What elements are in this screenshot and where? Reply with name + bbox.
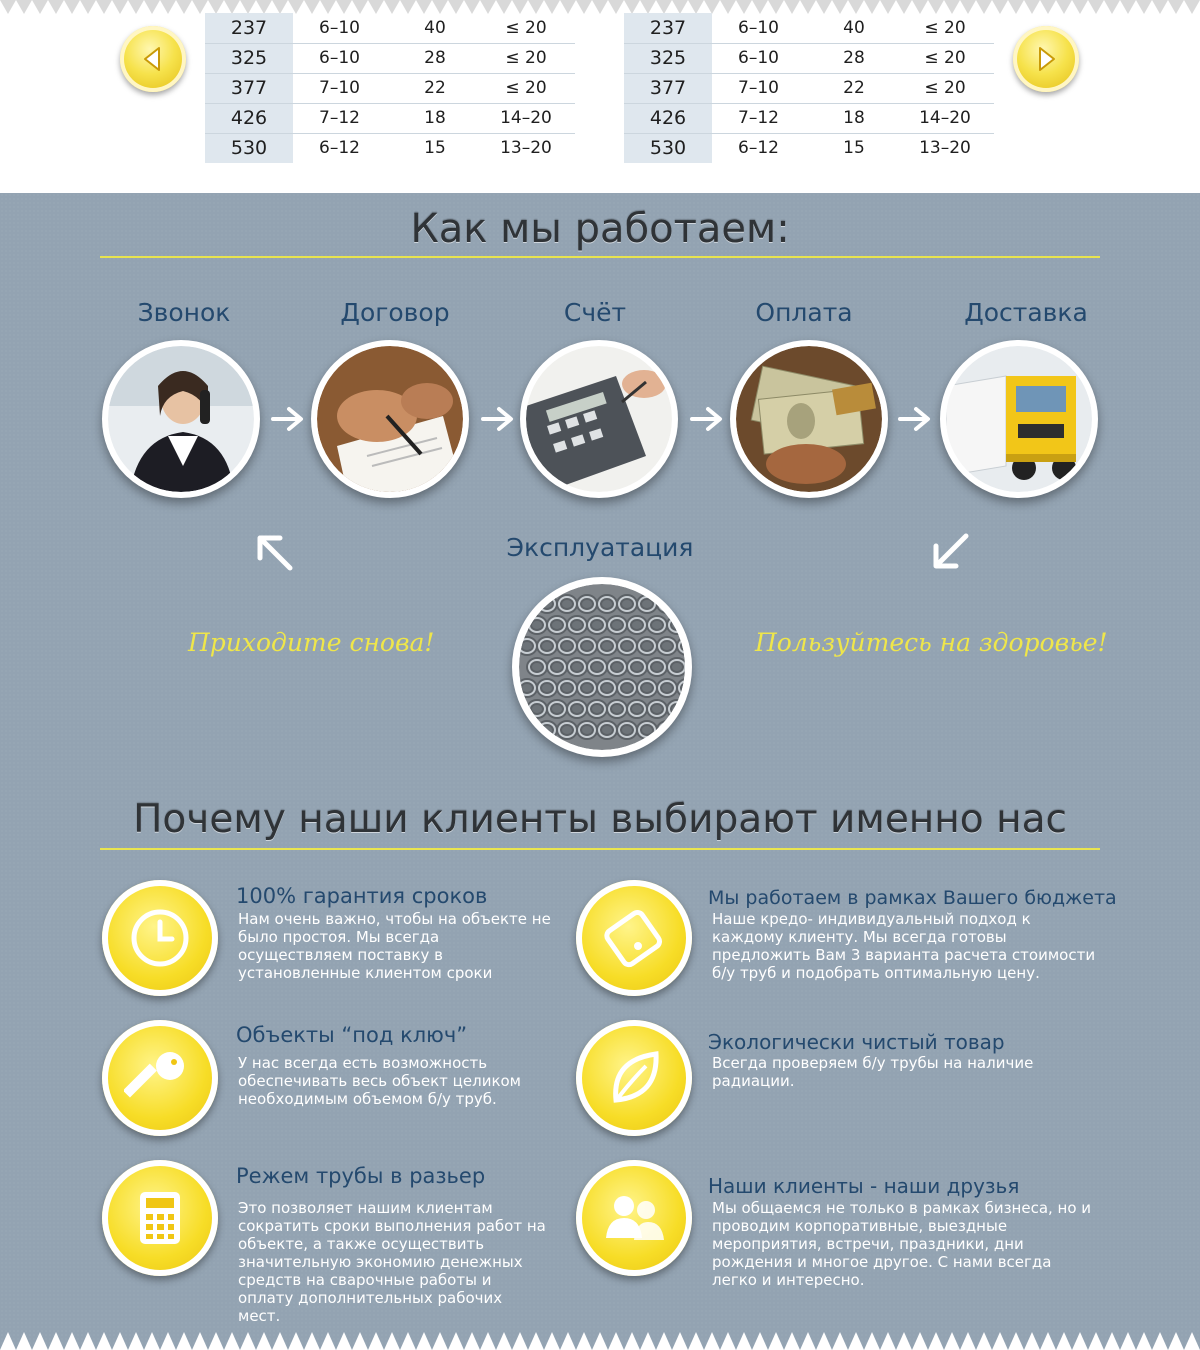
title-underline [100, 848, 1100, 850]
wallet-icon [576, 880, 692, 996]
table-cell: 7–10 [712, 73, 812, 103]
table-row [205, 13, 575, 43]
table-cell: 6–10 [712, 13, 812, 43]
table-cell: 6–12 [319, 138, 360, 159]
enjoy-text: Пользуйтесь на здоровье! [755, 628, 1108, 657]
leaf-icon [576, 1020, 692, 1136]
table-cell: ≤ 20 [477, 43, 575, 73]
table-row [624, 73, 994, 103]
table-row [624, 43, 994, 73]
table-cell: 237 [624, 13, 712, 43]
table-cell: 6–10 [293, 43, 393, 73]
table-cell: 22 [393, 73, 477, 103]
table-cell: 40 [812, 13, 896, 43]
table-cell: 325 [624, 43, 712, 73]
table-cell: 18 [812, 103, 896, 133]
pipe-table-right [624, 13, 994, 163]
step-label-contract: Договор [340, 298, 450, 327]
feature-text: Всегда проверяем б/у трубы на наличие радиации. [712, 1054, 1034, 1090]
table-row [205, 133, 575, 163]
feature-text: Наше кредо- индивидуальный подход к каждому клиенту. Мы всегда готовы предложить Вам 3 варианта расчета стоимости б/у труб и подобрать оптимальную цену. [712, 910, 1096, 982]
table-cell: ≤ 20 [477, 73, 575, 103]
step-label-call: Звонок [137, 298, 231, 327]
table-row [624, 103, 994, 133]
key-icon [102, 1020, 218, 1136]
step-label-payment: Оплата [755, 298, 853, 327]
table-cell: 28 [393, 43, 477, 73]
table-cell: 14–20 [477, 103, 575, 133]
people-icon [576, 1160, 692, 1276]
arrow-right-icon [898, 404, 932, 434]
zigzag-border-bottom [0, 1320, 1200, 1350]
feature-text: Нам очень важно, чтобы на объекте не было простоя. Мы всегда осуществляем поставку в установленные клиентом сроки [238, 910, 551, 982]
feature-title: Режем трубы в разьер [236, 1164, 486, 1188]
table-cell: 22 [812, 73, 896, 103]
table-cell: 237 [205, 13, 293, 43]
arrow-right-icon [481, 404, 515, 434]
table-cell: 15 [424, 138, 446, 159]
arrow-right-icon [1030, 43, 1062, 75]
table-row [205, 73, 575, 103]
feature-title: 100% гарантия сроков [236, 884, 488, 908]
table-cell: 13–20 [500, 138, 552, 159]
table-row [205, 43, 575, 73]
table-cell: 40 [393, 13, 477, 43]
feature-text: Это позволяет нашим клиентам сократить сроки выполнения работ на объекте, а также осуществить значительную экономию денежных средств на сварочные работы и оплату дополнительных рабочих мест. [238, 1199, 546, 1325]
table-cell: 377 [205, 73, 293, 103]
feature-text: У нас всегда есть возможность обеспечивать весь объект целиком необходимым объемом б/у труб. [238, 1054, 522, 1108]
table-row [205, 103, 575, 133]
arrow-left-icon [137, 43, 169, 75]
table-cell: 377 [624, 73, 712, 103]
table-row [624, 13, 994, 43]
feature-title: Наши клиенты - наши друзья [708, 1174, 1020, 1198]
table-cell: ≤ 20 [477, 13, 575, 43]
pipe-table-left [205, 13, 575, 163]
table-cell: 7–12 [293, 103, 393, 133]
come-again-text: Приходите снова! [188, 628, 435, 657]
table-cell: 15 [843, 138, 865, 159]
table-cell: 325 [205, 43, 293, 73]
contract-signing-photo [311, 340, 469, 498]
how-we-work-title: Как мы работаем: [410, 206, 790, 252]
table-cell: 6–12 [738, 138, 779, 159]
table-cell: 530 [205, 133, 293, 163]
calculator-icon [102, 1160, 218, 1276]
feature-title: Экологически чистый товар [708, 1030, 1005, 1054]
table-cell: 13–20 [919, 138, 971, 159]
table-cell: 28 [812, 43, 896, 73]
table-cell: 14–20 [896, 103, 994, 133]
table-cell: 426 [624, 103, 712, 133]
table-cell: 7–12 [712, 103, 812, 133]
table-cell: ≤ 20 [896, 73, 994, 103]
table-cell: 7–10 [293, 73, 393, 103]
arrow-right-icon [690, 404, 724, 434]
zigzag-border-top [0, 0, 1200, 16]
step-label-delivery: Доставка [964, 298, 1088, 327]
table-cell: 6–10 [293, 13, 393, 43]
table-row [624, 133, 994, 163]
truck-delivery-photo [940, 340, 1098, 498]
table-cell: ≤ 20 [896, 13, 994, 43]
feature-title: Мы работаем в рамках Вашего бюджета [708, 887, 1117, 909]
prev-slide-button[interactable] [120, 26, 186, 92]
table-cell: 426 [205, 103, 293, 133]
money-payment-photo [730, 340, 888, 498]
table-cell: 18 [393, 103, 477, 133]
why-us-title: Почему наши клиенты выбирают именно нас [133, 797, 1067, 842]
feature-title: Объекты “под ключ” [236, 1023, 468, 1047]
arrow-right-icon [271, 404, 305, 434]
clock-icon [102, 880, 218, 996]
phone-call-photo [102, 340, 260, 498]
next-slide-button[interactable] [1013, 26, 1079, 92]
feature-text: Мы общаемся не только в рамках бизнеса, но и проводим корпоративные, выездные мероприятия, встречи, праздники, дни рождения и многое другое. С нами всегда легко и интересно. [712, 1199, 1092, 1289]
table-cell: 530 [624, 133, 712, 163]
top-section [0, 0, 1200, 193]
step-label-exploitation: Эксплуатация [506, 533, 694, 562]
calculator-invoice-photo [520, 340, 678, 498]
title-underline [100, 256, 1100, 258]
table-cell: ≤ 20 [896, 43, 994, 73]
step-label-invoice: Счёт [563, 298, 627, 327]
pipes-photo [512, 577, 692, 757]
table-cell: 6–10 [712, 43, 812, 73]
